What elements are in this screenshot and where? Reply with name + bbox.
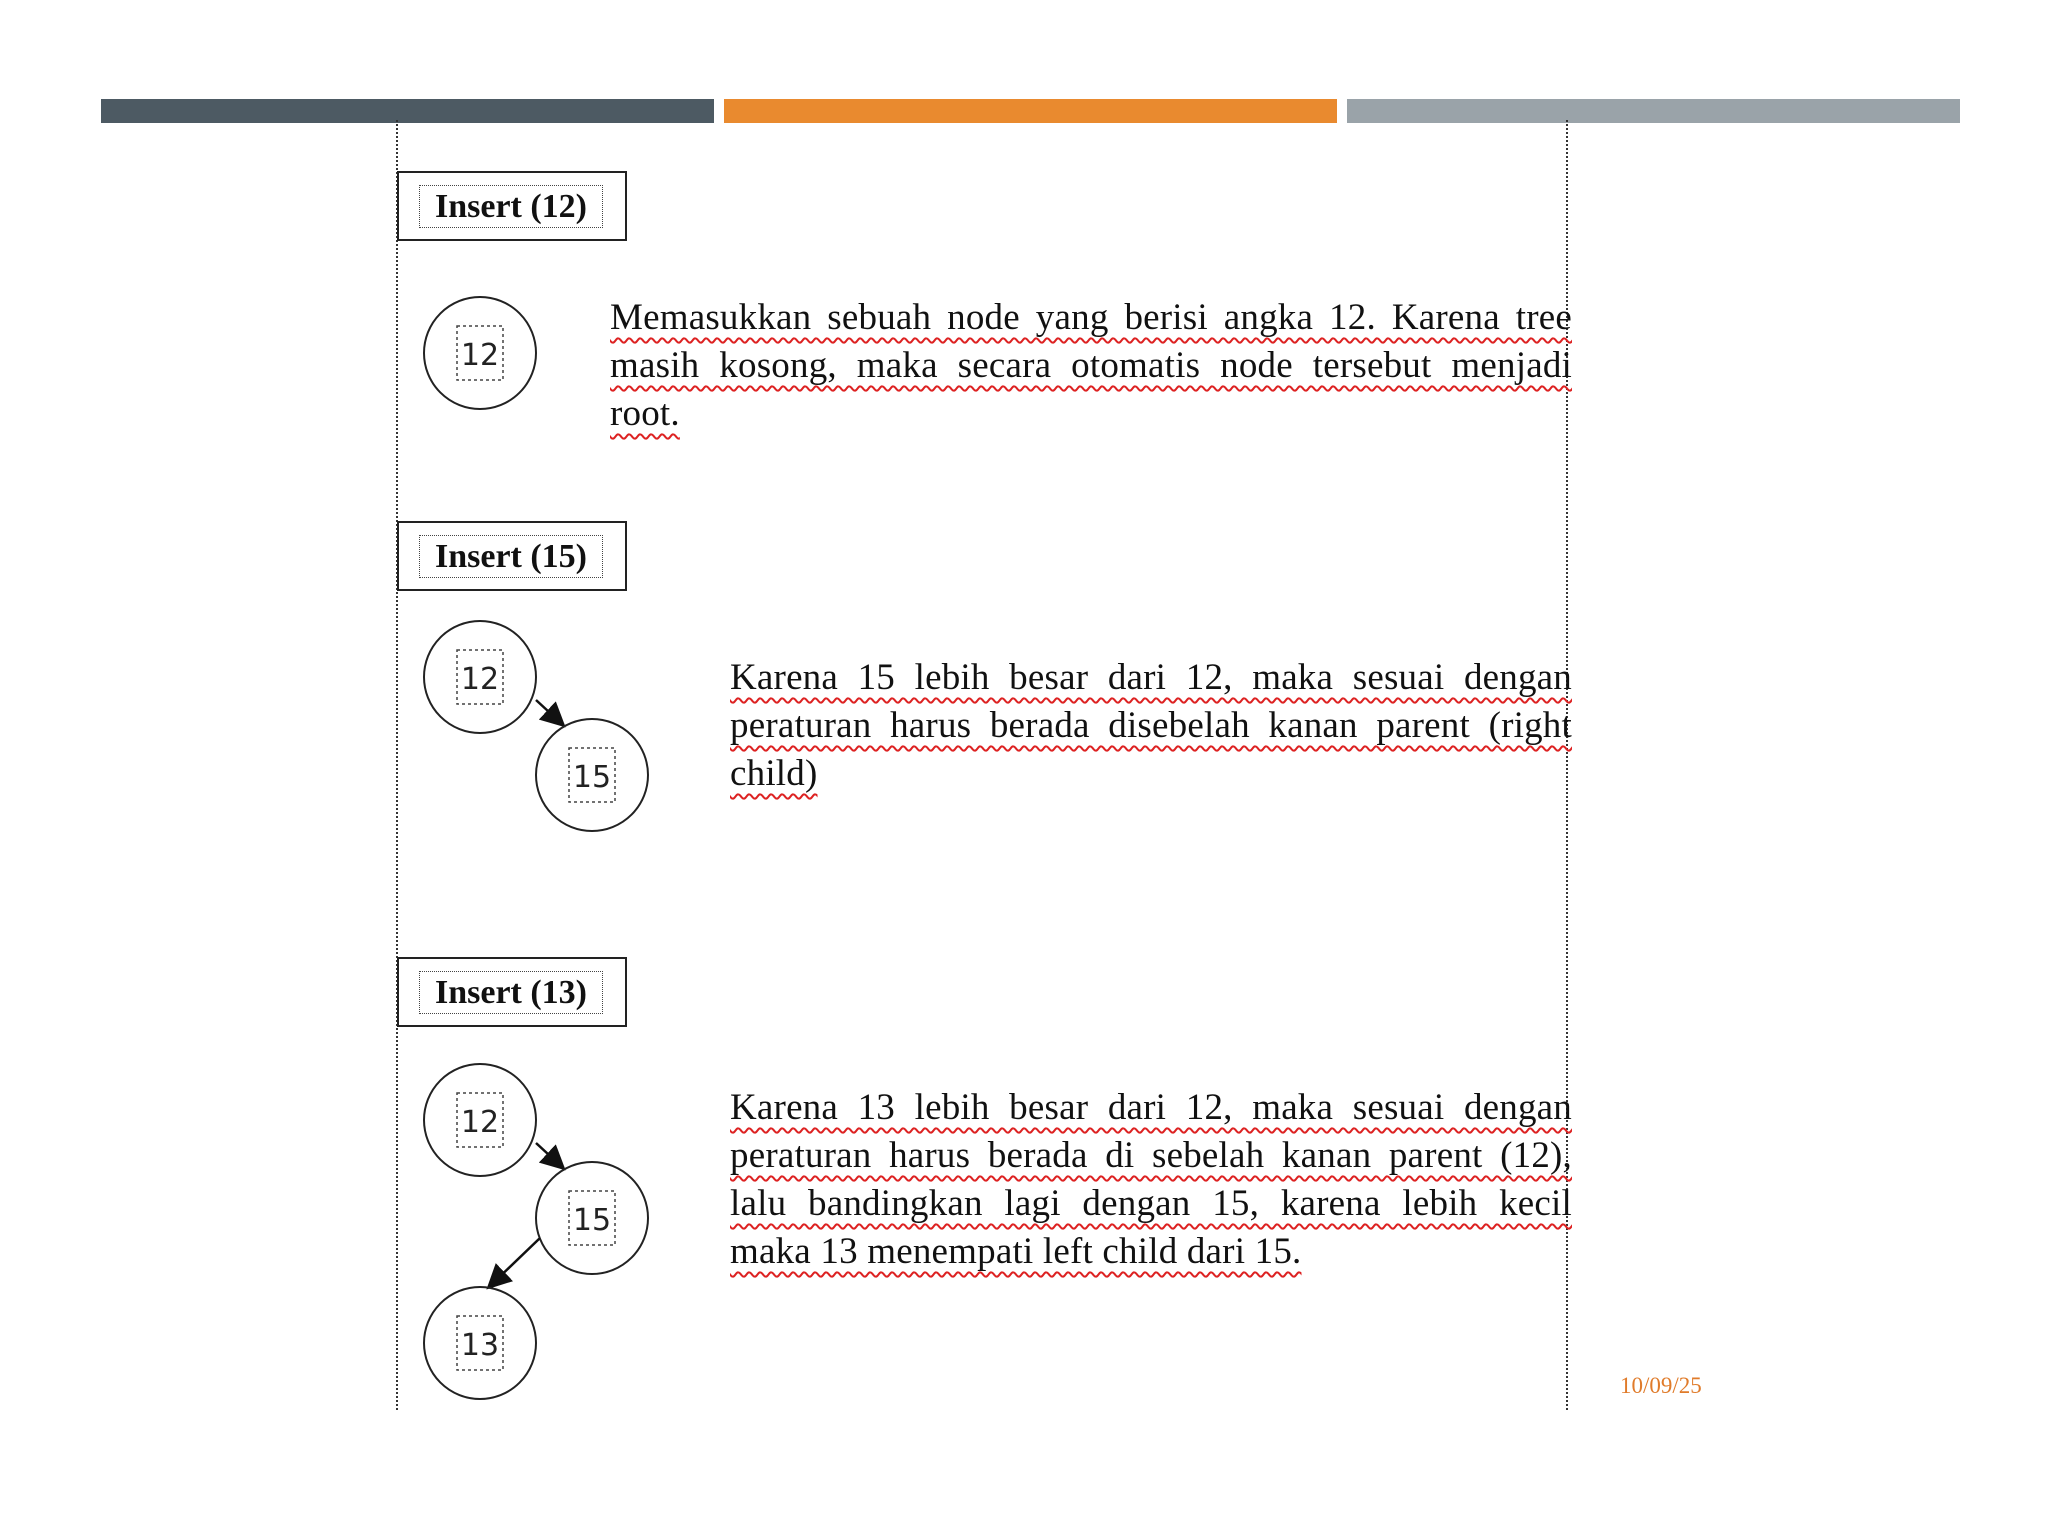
tree-node-15-section3: [536, 1162, 648, 1274]
svg-text:15: 15: [572, 1203, 612, 1238]
insert-13-label: Insert (13): [419, 971, 603, 1014]
tree-node-12-section2: [424, 621, 536, 733]
insert-15-label: Insert (15): [419, 535, 603, 578]
tree-node-12-section1: [424, 297, 536, 409]
tree-node-13-section3: [424, 1287, 536, 1399]
svg-text:13: 13: [460, 1328, 500, 1363]
insert-15-description: Karena 15 lebih besar dari 12, maka sesuai dengan peraturan harus berada disebelah kanan parent (right child): [730, 657, 1572, 794]
svg-text:15: 15: [572, 760, 612, 795]
slide-date: 10/09/25: [1620, 1373, 1702, 1398]
edge-15-to-13-section3: [490, 1238, 540, 1286]
svg-text:12: 12: [460, 338, 500, 373]
tree-node-15-section2: [536, 719, 648, 831]
svg-text:12: 12: [460, 1105, 500, 1140]
edge-12-to-15-section3: [536, 1143, 562, 1167]
svg-text:12: 12: [460, 662, 500, 697]
insert-13-description: Karena 13 lebih besar dari 12, maka sesuai dengan peraturan harus berada di sebelah kanan parent (12), lalu bandingkan lagi dengan 15, karena lebih kecil maka 13 menempati left child dari 15.: [730, 1087, 1572, 1272]
tree-node-12-section3: [424, 1064, 536, 1176]
edge-12-to-15-section2: [536, 700, 562, 724]
insert-12-description: Memasukkan sebuah node yang berisi angka 12. Karena tree masih kosong, maka secara otomatis node tersebut menjadi root.: [610, 297, 1572, 434]
insert-12-label: Insert (12): [419, 185, 603, 228]
